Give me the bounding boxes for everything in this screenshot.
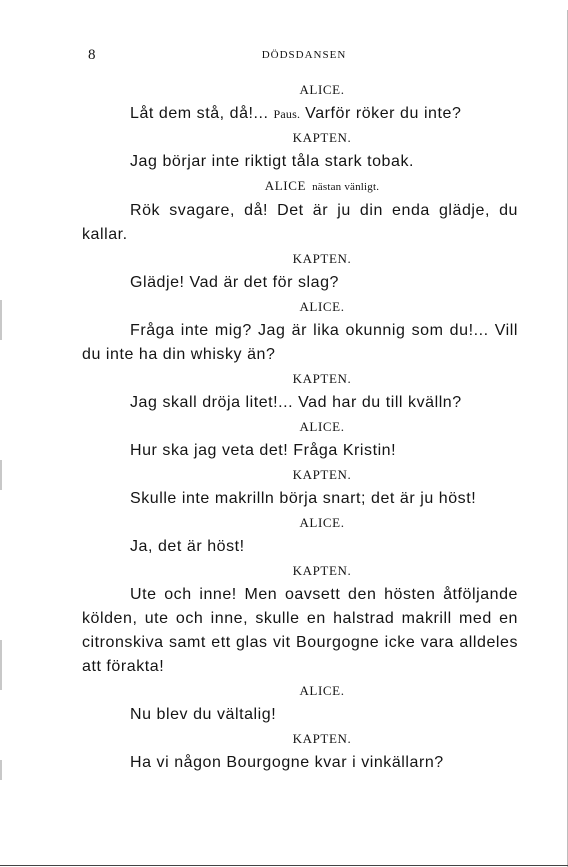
speaker-name: ALICE. (299, 299, 345, 314)
speaker-name: ALICE. (299, 419, 345, 434)
page-edge-bottom (0, 865, 568, 866)
dialogue-line (82, 102, 518, 126)
dialogue-line: Fråga inte mig? Jag är lika okunnig som du!... Vill du inte ha din whisky än? (82, 322, 518, 363)
speaker-name: ALICE. (299, 82, 345, 97)
dialogue-line: Ha vi någon Bourgogne kvar i vinkällarn? (130, 754, 444, 771)
speaker-name: KAPTEN. (292, 251, 352, 266)
dialogue-line: Ja, det är höst! (130, 538, 245, 555)
running-head: DÖDSDANSEN (261, 49, 347, 61)
dialogue-line: Glädje! Vad är det för slag? (130, 274, 339, 291)
dialogue-line: Hur ska jag veta det! Fråga Kristin! (130, 442, 397, 459)
stage-direction: nästan vänligt. (312, 181, 380, 193)
dialogue-text: Låt dem stå, då!... (130, 105, 274, 122)
stage-direction: Paus. (273, 107, 301, 121)
speaker-name: KAPTEN. (292, 731, 352, 746)
dialogue-line: Jag börjar inte riktigt tåla stark tobak. (130, 153, 415, 170)
speaker-name: KAPTEN. (292, 130, 352, 145)
speaker-heading (82, 178, 518, 195)
dialogue-line: Nu blev du vältalig! (130, 706, 277, 723)
speaker-name: KAPTEN. (292, 467, 352, 482)
speaker-name: ALICE. (299, 515, 345, 530)
dialogue-text: Varför röker du inte? (300, 105, 462, 122)
speaker-name: ALICE. (299, 683, 345, 698)
dialogue-line: Jag skall dröja litet!... Vad har du till kvälln? (130, 394, 462, 411)
dialogue-line: Rök svagare, då! Det är ju din enda glädje, du kallar. (82, 202, 518, 243)
dialogue-line: Ute och inne! Men oavsett den hösten åtföljande kölden, ute och inne, skulle en halstrad makrill med en citronskiva samt ett glas vit Bourgogne icke vara alldeles att förakta! (82, 586, 518, 675)
speaker-name: KAPTEN. (292, 371, 352, 386)
speaker-name: KAPTEN. (292, 563, 352, 578)
speaker-name: ALICE (264, 178, 307, 193)
dialogue-line: Skulle inte makrilln börja snart; det är ju höst! (130, 490, 477, 507)
play-text (82, 78, 518, 779)
page-edge-left (0, 0, 2, 867)
page-number: 8 (88, 47, 96, 63)
